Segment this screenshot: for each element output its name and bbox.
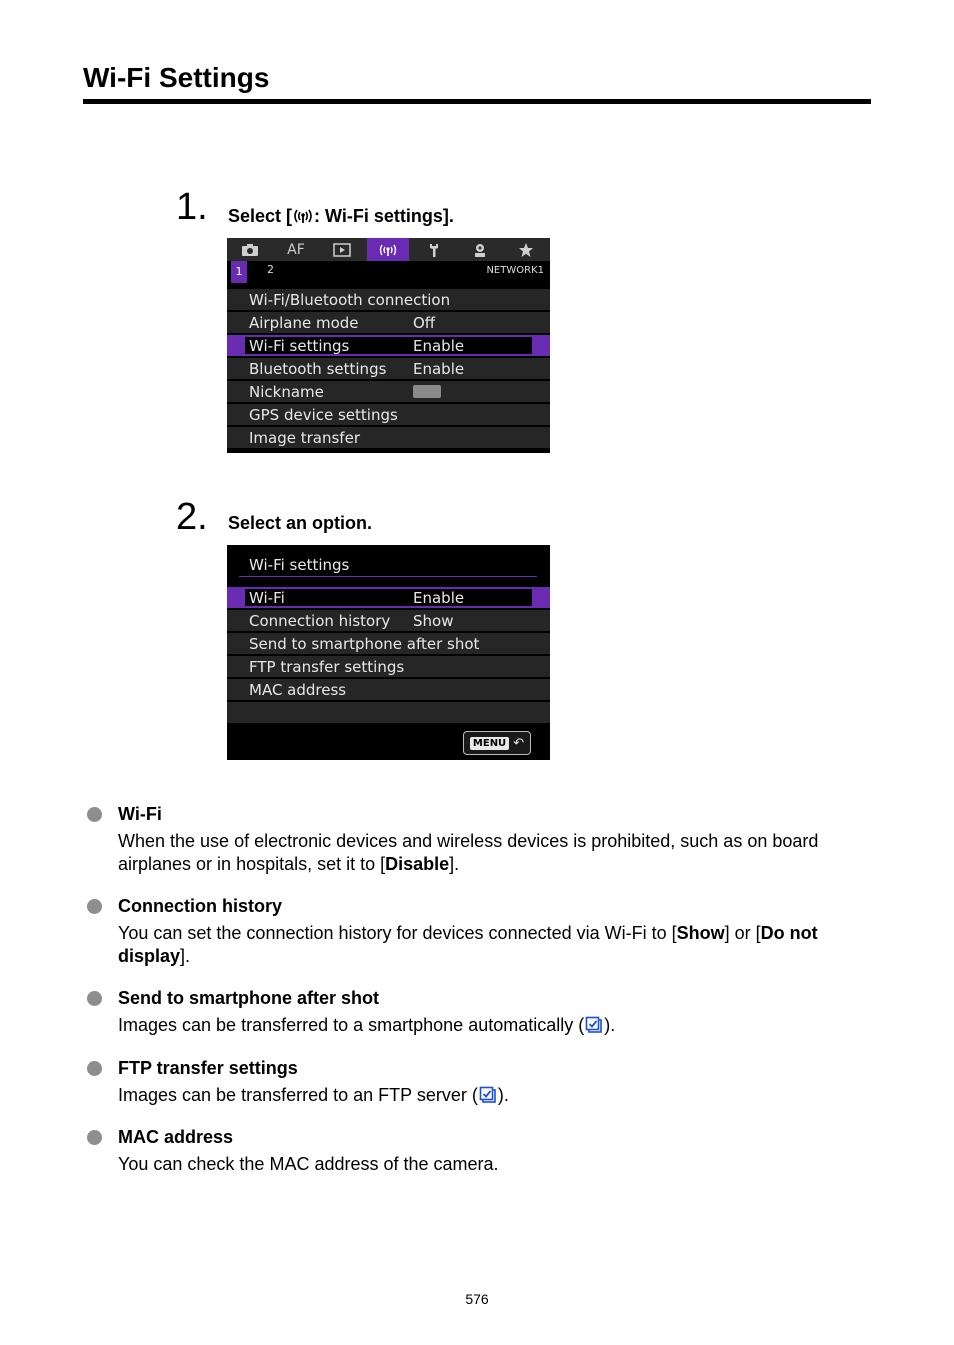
step-2-instruction: Select an option. (228, 513, 373, 533)
item-desc-mac-address (118, 1153, 878, 1176)
tab-custom[interactable] (459, 238, 501, 261)
desc-text: You can check the MAC address of the camera. (118, 1154, 499, 1174)
step-1-instruction (228, 206, 454, 227)
menu-row-value: Enable (413, 337, 465, 355)
camera-menu-screen-1 (227, 238, 550, 453)
network-label: NETWORK1 (486, 265, 544, 276)
tab-playback[interactable] (321, 238, 363, 261)
item-desc-wifi (118, 830, 878, 876)
menu-row-mac-address[interactable] (227, 679, 550, 701)
desc-text: Images can be transferred to an FTP server ( (118, 1085, 478, 1105)
menu-row-wifi-settings[interactable] (227, 335, 550, 357)
menu-row-empty (227, 702, 550, 724)
menu-row-value: Enable (413, 589, 465, 607)
menu-row-label: Wi-Fi/Bluetooth connection (249, 291, 451, 309)
page-link-icon[interactable] (585, 1016, 603, 1034)
desc-text: ). (497, 1085, 509, 1105)
tab-setup[interactable] (413, 238, 455, 261)
desc-text: When the use of electronic devices and wireless devices is prohibited, such as on board airplanes or in hospitals, set it to [ (118, 831, 819, 874)
playback-icon (333, 243, 351, 257)
menu-row-wifi[interactable] (227, 587, 550, 609)
menu-row-label: Wi-Fi (249, 589, 285, 607)
desc-text: ]. (449, 854, 460, 874)
bullet-icon (87, 991, 102, 1006)
item-desc-connection-history (118, 922, 878, 968)
star-icon (518, 242, 534, 258)
desc-bold: Do not display (118, 923, 818, 966)
step-2-number: 2. (176, 496, 208, 538)
tab-my-menu[interactable] (505, 238, 547, 261)
wireless-icon (292, 208, 314, 224)
desc-text: ). (604, 1015, 616, 1035)
menu-row-ftp-transfer-settings[interactable] (227, 656, 550, 678)
menu-row-wifi-bluetooth-connection[interactable] (227, 289, 550, 311)
subtab-1[interactable]: 1 (231, 261, 247, 283)
camera-icon (241, 243, 259, 257)
step-1-number: 1. (176, 186, 208, 228)
menu-row-image-transfer[interactable] (227, 427, 550, 449)
menu-row-airplane-mode[interactable] (227, 312, 550, 334)
menu-row-label: GPS device settings (249, 406, 398, 424)
tab-wireless[interactable] (367, 238, 409, 261)
menu-subtab-bar (227, 261, 550, 283)
nickname-blurred-icon (413, 385, 441, 398)
desc-bold: Disable (385, 854, 450, 874)
menu-row-gps-device-settings[interactable] (227, 404, 550, 426)
menu-row-value: Show (413, 612, 454, 630)
menu-row-value: Off (413, 314, 436, 332)
menu-row-label: Bluetooth settings (249, 360, 387, 378)
desc-text: Images can be transferred to a smartphone automatically ( (118, 1015, 585, 1035)
page-link-icon[interactable] (479, 1086, 497, 1104)
desc-bold: Show (676, 923, 725, 943)
menu-return-button[interactable] (463, 731, 531, 755)
page-number: 576 (465, 1291, 489, 1307)
return-arrow-icon: ↶ (513, 735, 525, 751)
title-rule (83, 99, 871, 104)
menu-row-send-to-smartphone[interactable] (227, 633, 550, 655)
menu-row-label: Wi-Fi settings (249, 337, 350, 355)
desc-text: ] or [ (724, 923, 761, 943)
menu-row-label: Send to smartphone after shot (249, 635, 480, 653)
desc-text: You can set the connection history for devices connected via Wi-Fi to [ (118, 923, 677, 943)
tab-af[interactable] (275, 238, 317, 261)
menu-row-label: Nickname (249, 383, 324, 401)
bullet-icon (87, 807, 102, 822)
camera-menu-screen-2 (227, 545, 550, 760)
custom-icon (472, 242, 488, 258)
item-heading-wifi: Wi-Fi (118, 804, 162, 824)
subtab-2[interactable]: 2 (267, 263, 274, 276)
item-heading-connection-history: Connection history (118, 896, 283, 916)
desc-text: ]. (180, 946, 191, 966)
menu-tab-bar (227, 238, 550, 261)
wrench-icon (426, 242, 442, 258)
title-divider (239, 576, 537, 577)
menu-row-nickname[interactable] (227, 381, 550, 403)
step-1-text-suffix: : Wi-Fi settings]. (314, 206, 454, 226)
wireless-icon (378, 243, 398, 257)
bullet-icon (87, 899, 102, 914)
step-1-text-prefix: Select [ (228, 206, 293, 226)
item-desc-ftp-transfer-settings (118, 1084, 878, 1107)
bullet-icon (87, 1130, 102, 1145)
tab-shooting[interactable] (229, 238, 271, 261)
item-heading-ftp-transfer-settings: FTP transfer settings (118, 1058, 298, 1078)
menu-row-label: FTP transfer settings (249, 658, 405, 676)
menu-row-label: Connection history (249, 612, 391, 630)
bullet-icon (87, 1061, 102, 1076)
menu-row-label: MAC address (249, 681, 347, 699)
menu-button-label: MENU (470, 737, 509, 750)
item-heading-send-to-smartphone: Send to smartphone after shot (118, 988, 380, 1008)
item-heading-mac-address: MAC address (118, 1127, 234, 1147)
page-title: Wi-Fi Settings (83, 62, 270, 93)
selection-highlight (243, 587, 534, 608)
menu-row-label: Airplane mode (249, 314, 359, 332)
menu-row-label: Image transfer (249, 429, 360, 447)
menu-row-bluetooth-settings[interactable] (227, 358, 550, 380)
item-desc-send-to-smartphone (118, 1014, 878, 1037)
screen-title: Wi-Fi settings (249, 556, 350, 574)
tab-af-label: AF (287, 241, 305, 258)
menu-row-value: Enable (413, 360, 465, 378)
menu-row-connection-history[interactable] (227, 610, 550, 632)
